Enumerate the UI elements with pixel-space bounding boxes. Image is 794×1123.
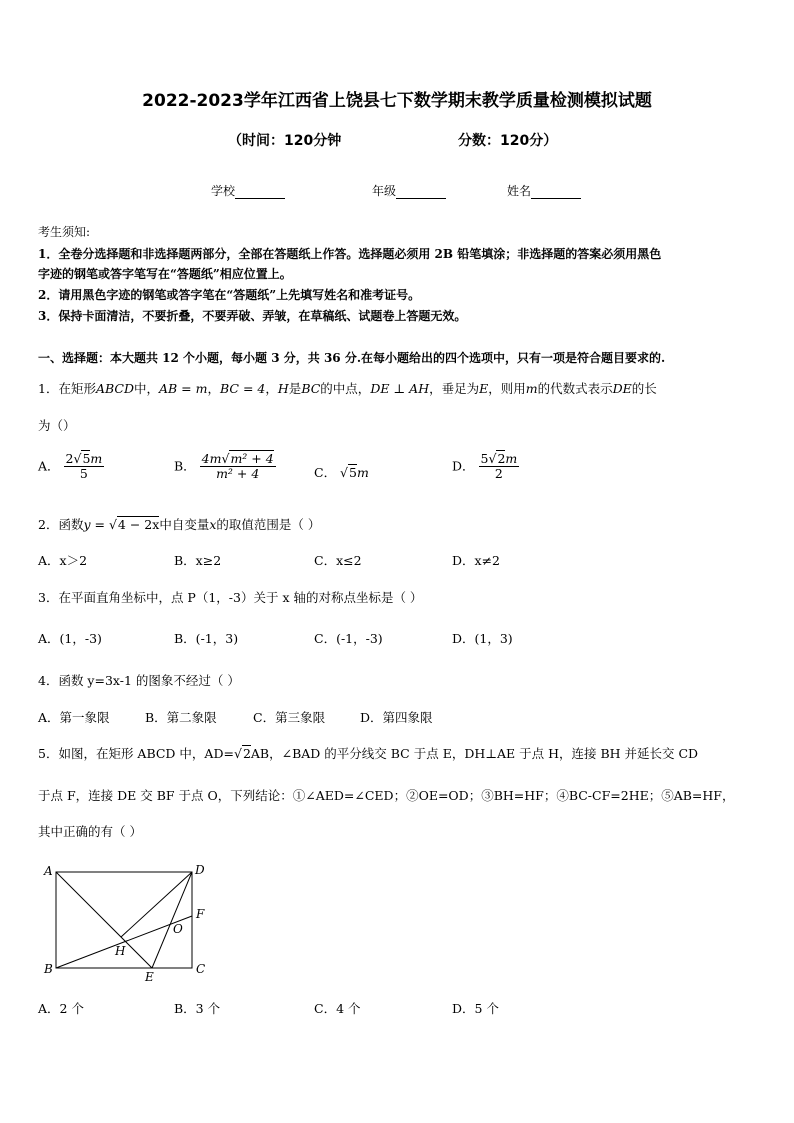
label-o: O [173, 922, 183, 936]
name-field[interactable] [507, 182, 581, 199]
rectangle-figure [38, 858, 218, 986]
q5-option-c[interactable]: C．4 个 [314, 1001, 361, 1016]
q5-option-a[interactable]: A．2 个 [38, 1001, 84, 1016]
segment-de [152, 872, 192, 968]
label-b: B [44, 962, 53, 976]
question-1-line-1: 1．在矩形ABCD中，AB = m，BC = 4，H是BC的中点，DE ⊥ AH，垂足为E，则用m的代数式表示DE的长 [38, 381, 657, 396]
label-d: D [195, 863, 205, 877]
q2-option-c[interactable]: C．x≤2 [314, 553, 362, 568]
label-h: H [115, 944, 126, 958]
school-label: 学校 [211, 184, 236, 198]
label-c: C [196, 962, 206, 976]
q1-option-c[interactable]: C． √5m [314, 465, 369, 480]
question-2: 2．函数y = √4 − 2x中自变量x的取值范围是（ ） [38, 517, 321, 532]
school-field[interactable] [211, 182, 285, 199]
q5-option-d[interactable]: D．5 个 [452, 1001, 499, 1016]
note-1-line-1: 1．全卷分选择题和非选择题两部分，全部在答题纸上作答。选择题必须用 2B 铅笔填涂；非选择题的答案必须用黑色 [38, 247, 662, 261]
q3-option-a[interactable]: A．(1，-3) [38, 631, 102, 646]
score-label: 分数：120分） [458, 133, 558, 149]
label-f: F [196, 907, 205, 921]
segment-bf [56, 916, 192, 968]
question-5-line-2: 于点 F，连接 DE 交 BF 于点 O，下列结论：①∠AED=∠CED；②OE=OD；③BH=HF；④BC-CF=2HE；⑤AB=HF， [38, 788, 735, 803]
q1-option-d[interactable]: D． $\frac{5√2m}{2}$ [452, 451, 518, 482]
question-1-line-2: 为（） [38, 418, 76, 433]
grade-field[interactable] [372, 182, 446, 199]
q1-option-b[interactable]: B． $\frac{\text{4m√m² + 4}}{\text{m² + 4}}$ [174, 451, 274, 482]
segment-ae [56, 872, 152, 968]
grade-blank[interactable] [396, 186, 446, 199]
name-blank[interactable] [531, 186, 581, 199]
page-title: 2022-2023学年江西省上饶县七下数学期末教学质量检测模拟试题 [142, 91, 652, 111]
question-5-line-1: 5．如图，在矩形 ABCD 中，AD=√2AB，∠BAD 的平分线交 BC 于点 E，DH⊥AE 于点 H，连接 BH 并延长交 CD [38, 746, 699, 761]
question-4: 4．函数 y=3x-1 的图象不经过（ ） [38, 673, 240, 688]
note-2: 2．请用黑色字迹的钢笔或答字笔在“答题纸”上先填写姓名和准考证号。 [38, 288, 421, 302]
note-3: 3．保持卡面清洁，不要折叠，不要弄破、弄皱，在草稿纸、试题卷上答题无效。 [38, 309, 467, 323]
q2-option-b[interactable]: B．x≥2 [174, 553, 222, 568]
q3-option-c[interactable]: C．(-1，-3) [314, 631, 383, 646]
question-3: 3．在平面直角坐标中，点 P（1，-3）关于 x 轴的对称点坐标是（ ） [38, 590, 423, 605]
label-a: A [44, 864, 53, 878]
q1-option-a[interactable]: A． $\frac{2√5m}{5}$ [38, 451, 103, 482]
section-heading: 一、选择题：本大题共 12 个小题，每小题 3 分，共 36 分.在每小题给出的四个选项中，只有一项是符合题目要求的. [38, 351, 666, 365]
q4-option-c[interactable]: C．第三象限 [253, 710, 326, 725]
grade-label: 年级 [372, 184, 397, 198]
q4-option-d[interactable]: D．第四象限 [360, 710, 433, 725]
label-e: E [145, 970, 154, 984]
q5-option-b[interactable]: B．3 个 [174, 1001, 221, 1016]
notes-heading: 考生须知: [38, 225, 91, 239]
note-1-line-2: 字迹的钢笔或答字笔写在“答题纸”相应位置上。 [38, 267, 292, 281]
time-label: （时间：120分钟 [228, 133, 342, 149]
q4-option-b[interactable]: B．第二象限 [145, 710, 217, 725]
q3-option-b[interactable]: B．(-1，3) [174, 631, 239, 646]
q2-option-d[interactable]: D．x≠2 [452, 553, 500, 568]
q4-option-a[interactable]: A．第一象限 [38, 710, 110, 725]
q2-option-a[interactable]: A．x＞2 [38, 553, 88, 568]
school-blank[interactable] [235, 186, 285, 199]
q3-option-d[interactable]: D．(1，3) [452, 631, 513, 646]
name-label: 姓名 [507, 184, 532, 198]
question-5-line-3: 其中正确的有（ ） [38, 824, 142, 839]
